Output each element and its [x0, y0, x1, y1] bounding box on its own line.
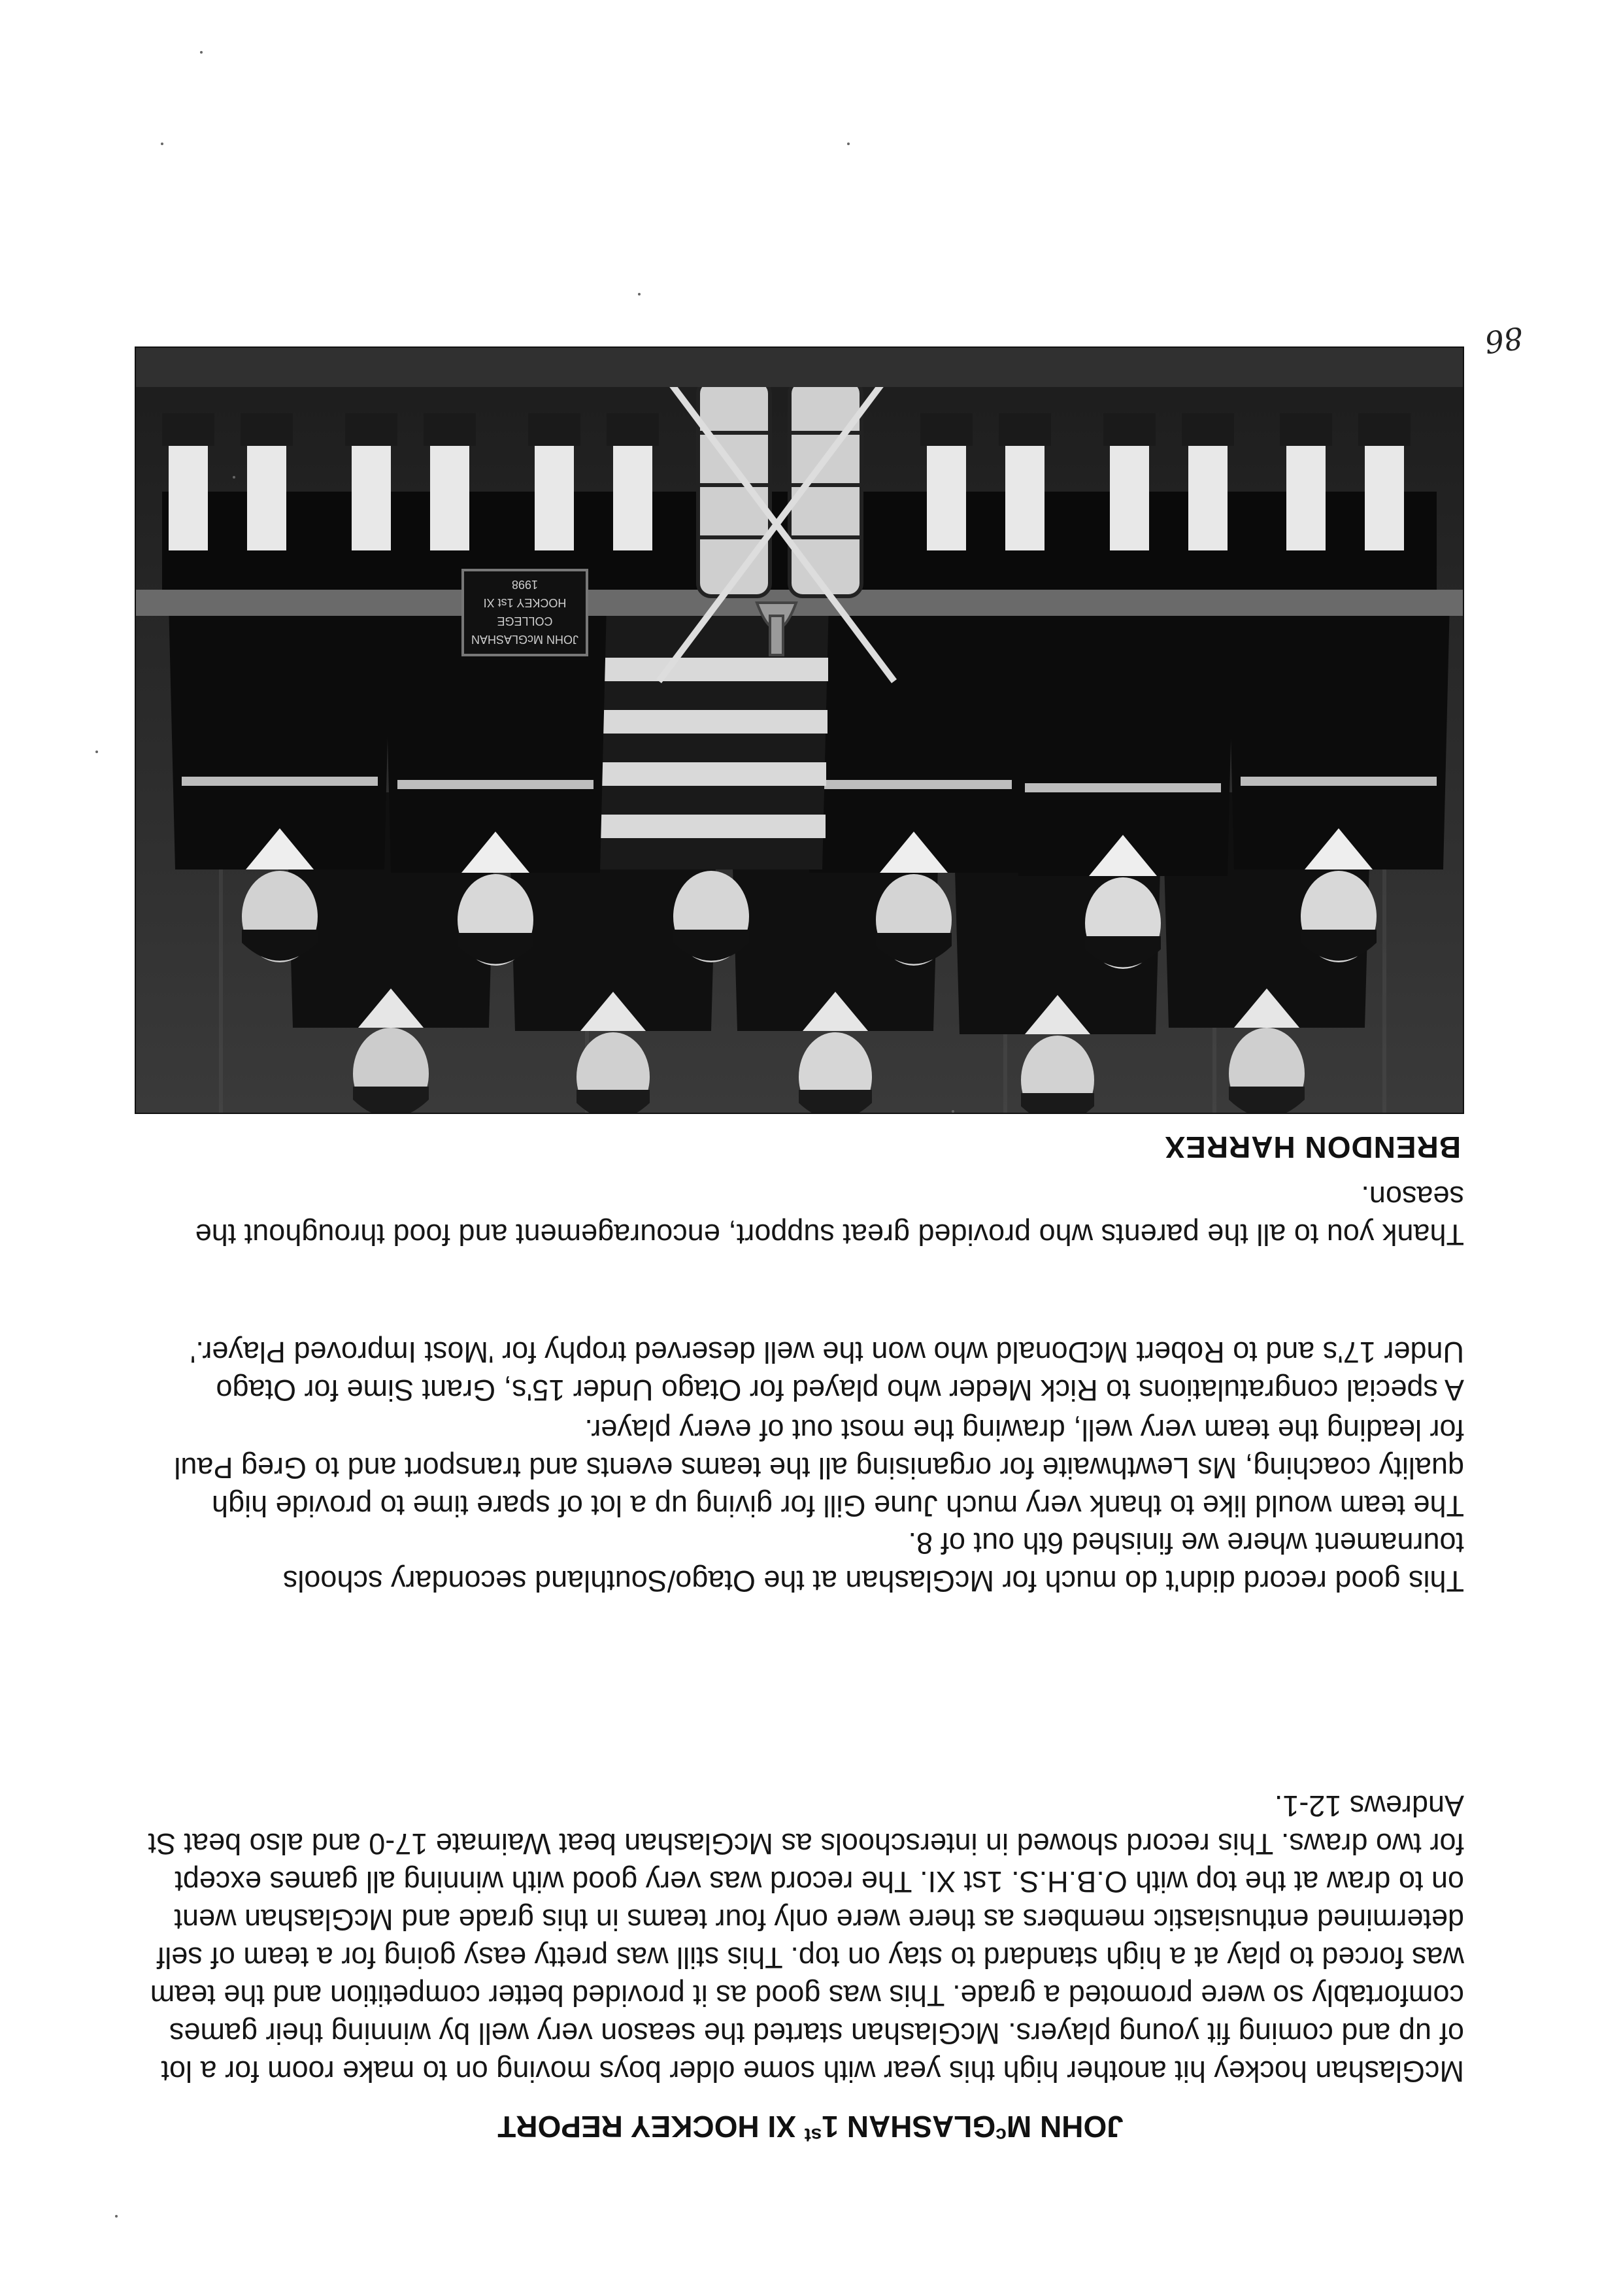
board-line-4: 1998: [511, 578, 539, 591]
scan-speck: [847, 143, 850, 145]
team-photo-image: [136, 348, 1463, 1113]
page-number: 86: [1482, 320, 1526, 360]
board-line-3: HOCKEY 1st XI: [483, 596, 567, 609]
scan-speck: [233, 476, 235, 479]
scan-speck: [200, 51, 203, 54]
page-title: JOHN $M^cGLASHAN$ 1st XI HOCKEY REPORT: [497, 2110, 1124, 2146]
scan-speck: [95, 751, 98, 753]
scan-speck: [638, 293, 641, 295]
scan-speck: [161, 143, 163, 145]
board-line-1: JOHN McGLASHAN: [471, 633, 579, 646]
paragraph-season: McGlashan hockey hit another high this year with some older boys moving on to make room for a lot of up and coming fit young players. McGlashan started the season very well by winning their games comfortably so were promoted a grade. This was good as it provided better competition and the team was forced to play at a high standard to stay on top. This still was pretty easy going for a team of self determined enthusiastic members as there were only four teams in this grade and McGlashan went on to draw at the top with O.B.H.S. 1st XI. The record was very good with winning all games except for two draws. This record showed in interschools as McGlashan beat Waimate 17-0 and also beat St Andrews 12-1.: [148, 1789, 1464, 2088]
paragraph-thanks-coaches: The team would like to thank very much June Gill for giving up a lot of spare time to provide high quality coaching, Ms Lewthwaite for organising all the teams events and transport and to Greg Paul for leading the team very well, drawing the most out of every player.: [174, 1413, 1464, 1523]
team-board: [463, 570, 587, 655]
paragraph-congratulations: A special congratulations to Rick Meder who played for Otago Under 15's, Grant Sime for Otago Under 17's and to Robert McDonald who won the well deserved trophy for 'Most Improved Player.': [190, 1336, 1464, 1407]
scan-speck: [952, 1110, 954, 1113]
scan-speck: [115, 2215, 118, 2218]
photo-caption: BRENDON HARREX: [1164, 1130, 1461, 1164]
paragraph-tournament: This good record didn't do much for McGlashan at the Otago/Southland secondary schools tournament where we finished 6th out of 8.: [282, 1527, 1464, 1598]
paragraph-thanks-parents: Thank you to all the parents who provided great support, encouragement and food throughout the season.: [195, 1180, 1464, 1251]
team-photo: [135, 346, 1464, 1114]
board-line-2: COLLEGE: [497, 615, 553, 628]
